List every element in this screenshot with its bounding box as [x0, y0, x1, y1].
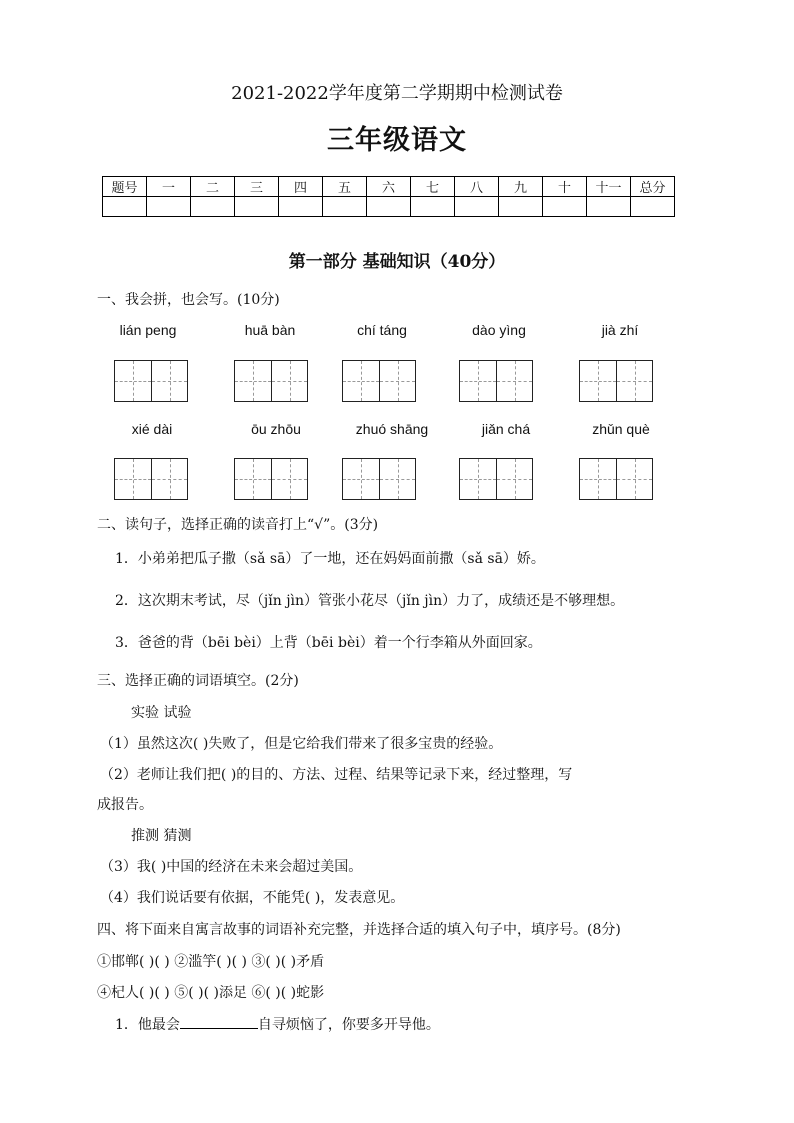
q4-title: 四、将下面来自寓言故事的词语补充完整，并选择合适的填入句子中，填序号。(8分) — [97, 922, 621, 938]
writing-grid[interactable] — [579, 360, 653, 402]
pinyin-label: chí táng — [357, 322, 407, 338]
score-table-blank-row — [103, 197, 675, 217]
pinyin-label: ōu zhōu — [251, 421, 301, 437]
score-blank-cell[interactable] — [631, 197, 675, 217]
score-header-cell: 一 — [147, 177, 191, 197]
score-header-cell: 八 — [455, 177, 499, 197]
score-blank-cell[interactable] — [499, 197, 543, 217]
q3-sentence-continued: 成报告。 — [97, 797, 153, 813]
writing-grid[interactable] — [459, 458, 533, 500]
q2-item: 1．小弟弟把瓜子撒（sǎ sā）了一地，还在妈妈面前撒（sǎ sā）娇。 — [115, 551, 545, 567]
score-table — [102, 176, 675, 217]
writing-grid[interactable] — [342, 360, 416, 402]
writing-grid[interactable] — [234, 458, 308, 500]
score-blank-cell[interactable] — [279, 197, 323, 217]
exam-year-title: 2021-2022学年度第二学期期中检测试卷 — [231, 83, 563, 104]
pinyin-label: lián peng — [119, 322, 177, 338]
score-header-cell: 题号 — [103, 177, 147, 197]
score-blank-cell[interactable] — [147, 197, 191, 217]
score-blank-cell[interactable] — [103, 197, 147, 217]
q3-title: 三、选择正确的词语填空。(2分) — [97, 673, 299, 689]
score-blank-cell[interactable] — [587, 197, 631, 217]
subject-title: 三年级语文 — [327, 125, 467, 156]
pinyin-label: xié dài — [131, 421, 173, 437]
q2-item: 3．爸爸的背（bēi bèi）上背（bēi bèi）着一个行李箱从外面回家。 — [115, 635, 542, 651]
score-header-cell: 七 — [411, 177, 455, 197]
score-blank-cell[interactable] — [367, 197, 411, 217]
score-header-cell: 五 — [323, 177, 367, 197]
q1-title: 一、我会拼，也会写。(10分) — [97, 292, 280, 308]
q3-sentence: （1）虽然这次( )失败了，但是它给我们带来了很多宝贵的经验。 — [100, 736, 503, 752]
pinyin-label: zhuó shāng — [355, 421, 429, 437]
score-header-cell: 十一 — [587, 177, 631, 197]
score-header-cell: 四 — [279, 177, 323, 197]
score-header-cell: 三 — [235, 177, 279, 197]
q4-sentence-end: 自寻烦恼了，你要多开导他。 — [257, 1017, 440, 1033]
writing-grid[interactable] — [234, 360, 308, 402]
part1-title: 第一部分 基础知识（40分） — [288, 252, 506, 272]
score-header-cell: 二 — [191, 177, 235, 197]
score-blank-cell[interactable] — [323, 197, 367, 217]
pinyin-label: huā bàn — [244, 322, 296, 338]
q2-title: 二、读句子，选择正确的读音打上“√”。(3分) — [97, 517, 379, 533]
q4-idiom-line: ①邯郸( )( ) ②滥竽( )( ) ③( )( )矛盾 — [97, 954, 325, 970]
q3-sentence: （3）我( )中国的经济在未来会超过美国。 — [100, 859, 363, 875]
q3-sentence: （4）我们说话要有依据，不能凭( )，发表意见。 — [100, 890, 405, 906]
q2-item: 2．这次期末考试，尽（jǐn jìn）管张小花尽（jǐn jìn）力了，成绩还是不够理想。 — [115, 593, 625, 609]
writing-grid[interactable] — [114, 458, 188, 500]
q4-sentence-start: 1．他最会 — [115, 1017, 180, 1033]
score-blank-cell[interactable] — [235, 197, 279, 217]
q4-idiom-line: ④杞人( )( ) ⑤( )( )添足 ⑥( )( )蛇影 — [97, 985, 325, 1001]
answer-blank[interactable] — [180, 1014, 258, 1029]
pinyin-label: jià zhí — [601, 322, 639, 338]
pinyin-label: jiǎn chá — [481, 421, 531, 437]
score-header-cell: 九 — [499, 177, 543, 197]
q3-sentence: （2）老师让我们把( )的目的、方法、过程、结果等记录下来，经过整理，写 — [100, 767, 573, 783]
score-blank-cell[interactable] — [411, 197, 455, 217]
q4-sentence — [115, 1014, 440, 1034]
score-header-cell: 六 — [367, 177, 411, 197]
writing-grid[interactable] — [459, 360, 533, 402]
score-header-cell: 十 — [543, 177, 587, 197]
writing-grid[interactable] — [342, 458, 416, 500]
pinyin-label: dào yìng — [472, 322, 526, 338]
score-blank-cell[interactable] — [455, 197, 499, 217]
q3-word-choices: 实验 试验 — [131, 705, 192, 721]
q3-word-choices: 推测 猜测 — [131, 828, 192, 844]
score-blank-cell[interactable] — [191, 197, 235, 217]
score-header-cell: 总分 — [631, 177, 675, 197]
writing-grid[interactable] — [579, 458, 653, 500]
pinyin-label: zhǔn què — [592, 421, 650, 437]
writing-grid[interactable] — [114, 360, 188, 402]
score-table-header-row — [103, 177, 675, 197]
score-blank-cell[interactable] — [543, 197, 587, 217]
